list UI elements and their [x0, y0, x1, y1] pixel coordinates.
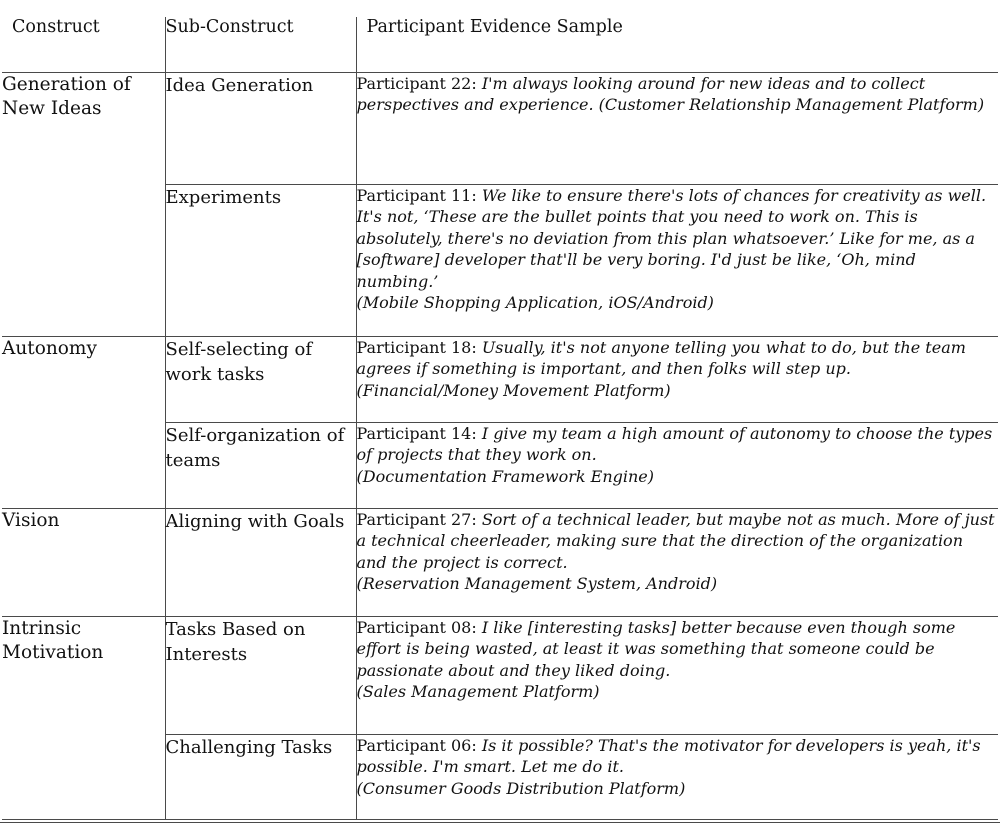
participant-id: Participant 22:	[356, 73, 477, 93]
construct-intrinsic-motivation: Intrinsic Motivation	[2, 616, 165, 819]
table-row	[2, 508, 998, 616]
evidence-cell	[356, 734, 998, 819]
project-source: (Sales Management Platform)	[356, 682, 600, 701]
evidence-cell	[356, 616, 998, 734]
construct-vision: Vision	[2, 508, 165, 616]
evidence-cell	[356, 422, 998, 508]
sub-construct-cell: Challenging Tasks	[165, 734, 356, 819]
constructs-table	[2, 17, 998, 820]
project-source: (Mobile Shopping Application, iOS/Android)	[356, 293, 714, 312]
participant-quote: Sort of a technical leader, but maybe not as much. More of just a technical cheerleader, making sure that the direction of the organization and the project is correct.	[356, 509, 995, 572]
participant-id: Participant 08:	[356, 617, 477, 637]
participant-quote: I give my team a high amount of autonomy to choose the types of projects that they work on.	[356, 423, 993, 464]
project-source: (Reservation Management System, Android)	[356, 574, 718, 593]
evidence-cell	[356, 184, 998, 336]
header-evidence: Participant Evidence Sample	[356, 17, 998, 72]
evidence-cell	[356, 336, 998, 422]
evidence-cell	[356, 508, 998, 616]
project-source: (Customer Relationship Management Platform)	[598, 95, 985, 114]
construct-generation-of-new-ideas: Generation of New Ideas	[2, 72, 165, 336]
header-construct: Construct	[2, 17, 165, 72]
sub-construct-cell: Aligning with Goals	[165, 508, 356, 616]
participant-id: Participant 18:	[356, 337, 477, 357]
participant-quote: We like to ensure there's lots of chances for creativity as well. It's not, ‘These are the bullet points that you need to work on. This is absolutely, there's no deviation from this plan whatsoever.’ Like for me, as a [software] developer that'll be very boring. I'd just be like, ‘Oh, mind numbing.’	[356, 185, 987, 291]
participant-quote: I'm always looking around for new ideas and to collect perspectives and experience.	[356, 73, 926, 114]
project-source: (Consumer Goods Distribution Platform)	[356, 778, 686, 798]
participant-id: Participant 06:	[356, 735, 477, 755]
table-row	[2, 616, 998, 734]
sub-construct-cell: Experiments	[165, 184, 356, 336]
table-row	[2, 72, 998, 184]
construct-autonomy: Autonomy	[2, 336, 165, 508]
header-row	[2, 17, 998, 72]
participant-quote: I like [interesting tasks] better because even though some effort is being wasted, at least it was something that someone could be passionate about and they liked doing.	[356, 617, 956, 680]
sub-construct-cell: Idea Generation	[165, 72, 356, 184]
sub-construct-cell: Tasks Based on Interests	[165, 616, 356, 734]
bottom-divider	[0, 822, 1000, 823]
sub-construct-cell: Self-organization of teams	[165, 422, 356, 508]
participant-quote: Is it possible? That's the motivator for developers is yeah, it's possible. I'm smart. Let me do it.	[356, 735, 981, 776]
participant-quote: Usually, it's not anyone telling you what to do, but the team agrees if something is important, and then folks will step up.	[356, 337, 966, 378]
header-sub-construct: Sub-Construct	[165, 17, 356, 72]
participant-id: Participant 14:	[356, 423, 477, 443]
participant-id: Participant 27:	[356, 509, 477, 529]
project-source: (Documentation Framework Engine)	[356, 466, 654, 486]
table-row	[2, 336, 998, 422]
participant-id: Participant 11:	[356, 185, 477, 205]
sub-construct-cell: Self-selecting of work tasks	[165, 336, 356, 422]
project-source: (Financial/Money Movement Platform)	[356, 380, 671, 400]
evidence-cell	[356, 72, 998, 184]
